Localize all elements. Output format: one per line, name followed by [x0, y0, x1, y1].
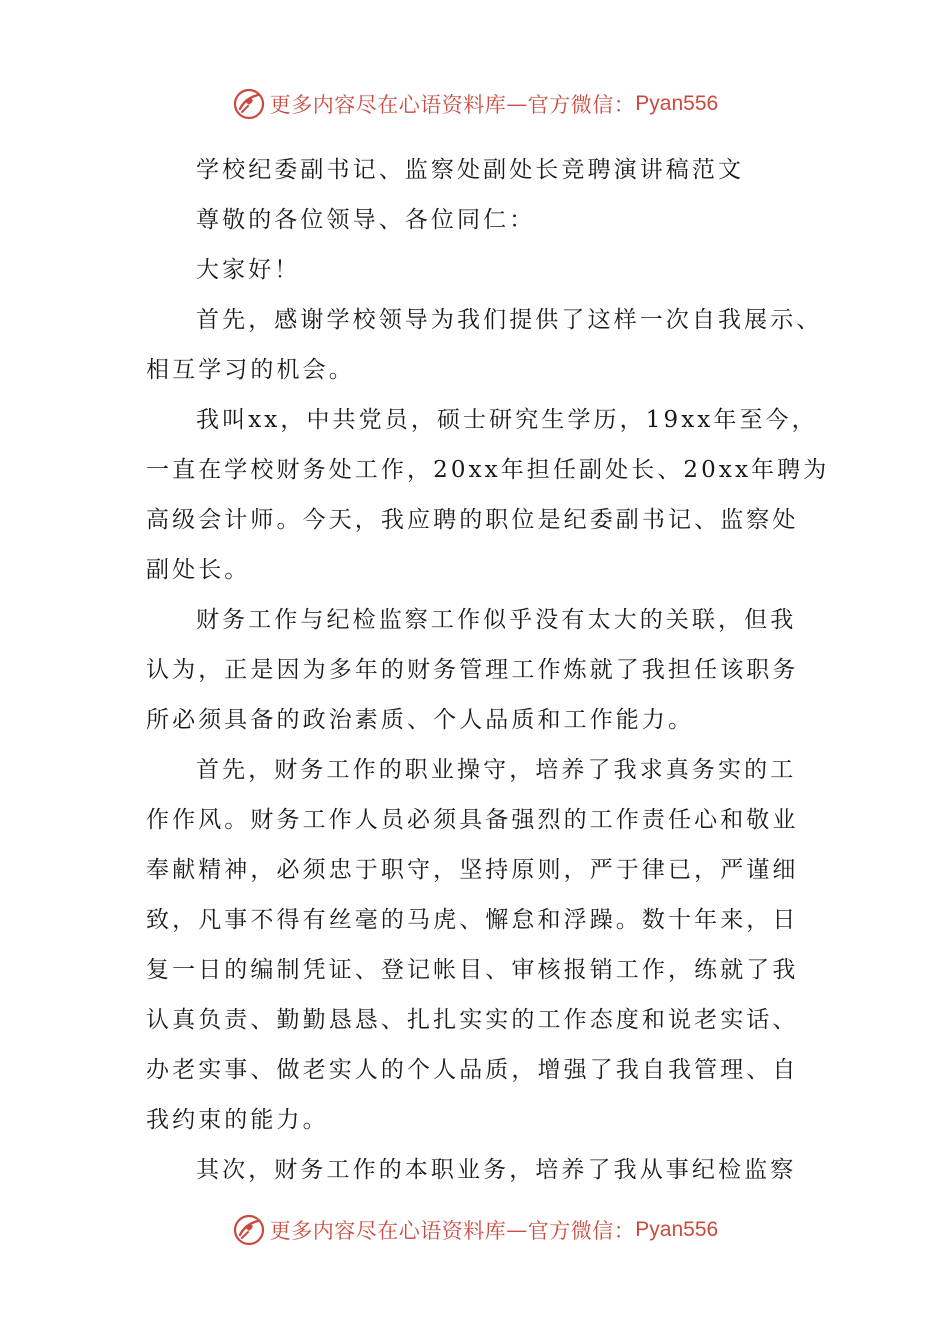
paragraph-line: 所必须具备的政治素质、个人品质和工作能力。: [146, 707, 695, 733]
paragraph-line: 复一日的编制凭证、登记帐目、审核报销工作，练就了我: [146, 957, 799, 983]
paragraph-line: 其次，财务工作的本职业务，培养了我从事纪检监察: [196, 1157, 797, 1183]
paragraph-line: 首先，感谢学校领导为我们提供了这样一次自我展示、: [196, 307, 823, 333]
paragraph-line: 作作风。财务工作人员必须具备强烈的工作责任心和敬业: [146, 807, 799, 833]
banner-dash: —: [506, 1218, 528, 1242]
banner-brand-text: 更多内容尽在心语资料库: [269, 1219, 507, 1243]
paragraph-line: 高级会计师。今天，我应聘的职位是纪委副书记、监察处: [146, 507, 799, 533]
paragraph-line: 副处长。: [146, 557, 251, 583]
paragraph-line: 认真负责、勤勤恳恳、扎扎实实的工作态度和说老实话、: [146, 1007, 799, 1033]
paragraph-line: 我约束的能力。: [146, 1107, 329, 1133]
paragraph-line: 办老实事、做老实人的个人品质，增强了我自我管理、自: [146, 1057, 799, 1083]
salutation: 尊敬的各位领导、各位同仁：: [196, 207, 536, 233]
banner-contact-label: 官方微信：: [527, 93, 636, 117]
banner-contact-label: 官方微信：: [527, 1219, 636, 1243]
paragraph-line: 首先，财务工作的职业操守，培养了我求真务实的工: [196, 757, 797, 783]
paragraph-line: 奉献精神，必须忠于职守，坚持原则，严于律已，严谨细: [146, 857, 799, 883]
paragraph-line: 相互学习的机会。: [146, 357, 355, 383]
banner-dash: —: [506, 92, 528, 116]
paragraph-line: 财务工作与纪检监察工作似乎没有太大的关联，但我: [196, 607, 797, 633]
pen-heart-logo-icon: [232, 1213, 266, 1247]
banner-contact-id: Pyan556: [635, 1218, 719, 1241]
banner-brand-text: 更多内容尽在心语资料库: [269, 93, 507, 117]
greeting: 大家好！: [196, 257, 301, 283]
paragraph-line: 我叫xx，中共党员，硕士研究生学历，19xx年至今，: [196, 407, 818, 433]
document-title: 学校纪委副书记、监察处副处长竞聘演讲稿范文: [196, 157, 745, 183]
paragraph-line: 认为，正是因为多年的财务管理工作炼就了我担任该职务: [146, 657, 799, 683]
footer-watermark-banner: [0, 1208, 950, 1252]
paragraph-line: 一直在学校财务处工作，20xx年担任副处长、20xx年聘为: [146, 457, 830, 483]
paragraph-line: 致，凡事不得有丝毫的马虎、懈怠和浮躁。数十年来，日: [146, 907, 799, 933]
banner-contact-id: Pyan556: [635, 92, 719, 115]
